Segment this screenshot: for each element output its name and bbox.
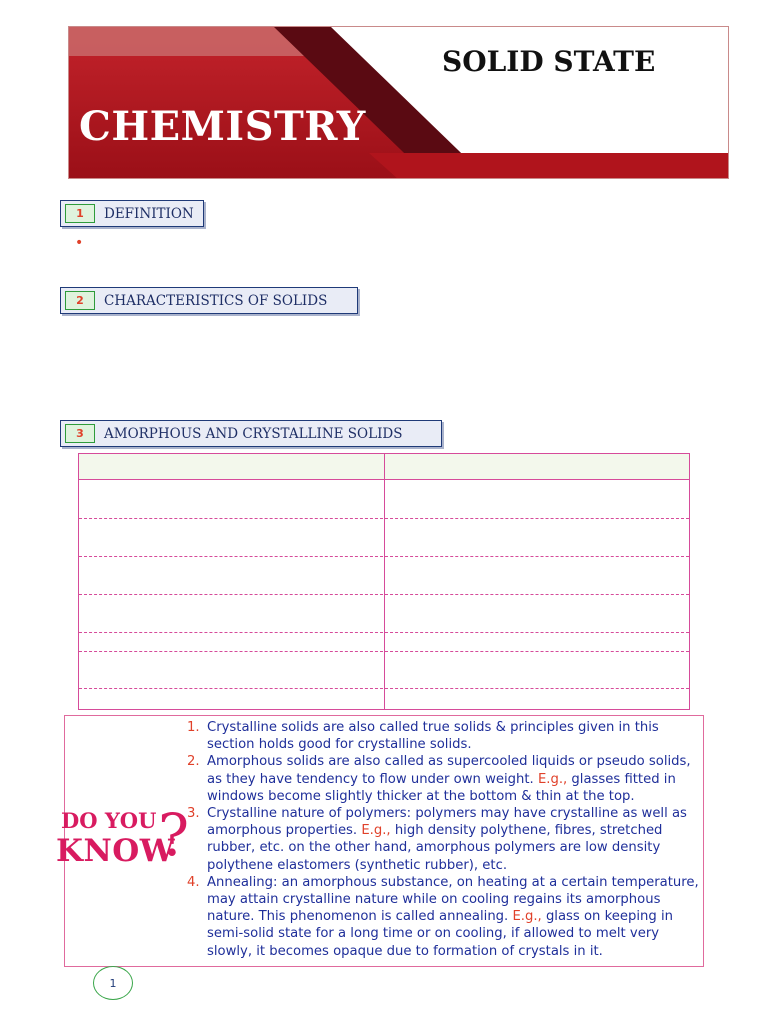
list-item-text: Crystalline nature of polymers: polymers may have crystalline as well as amorphous properties. (207, 806, 687, 839)
section-label: DEFINITION (104, 205, 194, 222)
list-item-number: 1. (187, 720, 200, 735)
list-item-text: glass on keeping in semi-solid state for a long time or on cooling, if allowed to melt very slowly, it becomes opaque due to formation of crystals in it. (207, 909, 673, 959)
section-heading-characteristics (60, 287, 358, 314)
list-item-number: 2. (187, 754, 200, 770)
section-number: 2 (65, 291, 95, 310)
list-item-text: glasses fitted in windows become slightly thicker at the bottom & thin at the top. (207, 771, 676, 804)
banner-bottom-strip (369, 153, 729, 179)
table-row-divider (79, 518, 689, 519)
question-mark-icon: ? (158, 801, 190, 869)
comparison-table (78, 453, 690, 710)
definition-bullet: • (75, 235, 84, 251)
list-item-text: Amorphous solids are also called as supercooled liquids or pseudo solids, as they have tendency to flow under own weight. (207, 754, 691, 787)
did-you-know-heading-do-you: DO YOU (61, 808, 157, 833)
list-item (187, 753, 702, 805)
did-you-know-list (187, 719, 702, 960)
banner-light-strip (69, 27, 309, 56)
banner-subtitle: SOLID STATE (442, 45, 656, 78)
list-item-text: Annealing: an amorphous substance, on heating at a certain temperature, may attain crystalline nature while on cooling regains its amorphous nature. This phenomenon is called annealing. (207, 874, 699, 925)
table-row-divider (79, 556, 689, 557)
table-row-divider (79, 688, 689, 689)
section-heading-amorphous-crystalline (60, 420, 442, 447)
table-row-divider (79, 632, 689, 633)
example-label: E.g., (537, 771, 568, 787)
section-heading-definition (60, 200, 204, 227)
example-label: E.g., (361, 823, 391, 839)
list-item-text: Crystalline solids are also called true solids & principles given in this section holds good for crystalline solids. (207, 720, 659, 753)
table-row-divider (79, 594, 689, 595)
list-item-number: 3. (187, 806, 200, 822)
did-you-know-heading-know: KNOW (56, 833, 176, 869)
section-number: 1 (65, 204, 95, 223)
section-number: 3 (65, 424, 95, 443)
list-item (187, 874, 702, 960)
section-label: AMORPHOUS AND CRYSTALLINE SOLIDS (104, 425, 403, 442)
table-column-divider (384, 454, 385, 709)
page-number: 1 (93, 966, 133, 1000)
example-label: E.g., (512, 909, 542, 925)
list-item (187, 719, 702, 753)
section-label: CHARACTERISTICS OF SOLIDS (104, 292, 328, 309)
list-item-number: 4. (187, 874, 200, 890)
table-row-divider (79, 651, 689, 652)
header-banner (68, 26, 729, 179)
list-item (187, 805, 702, 874)
list-item-text: high density polythene, fibres, stretched rubber, etc. on the other hand, amorphous polymers are low density polythene elastomers (synthetic rubber), etc. (207, 823, 663, 873)
banner-title: CHEMISTRY (79, 103, 366, 150)
